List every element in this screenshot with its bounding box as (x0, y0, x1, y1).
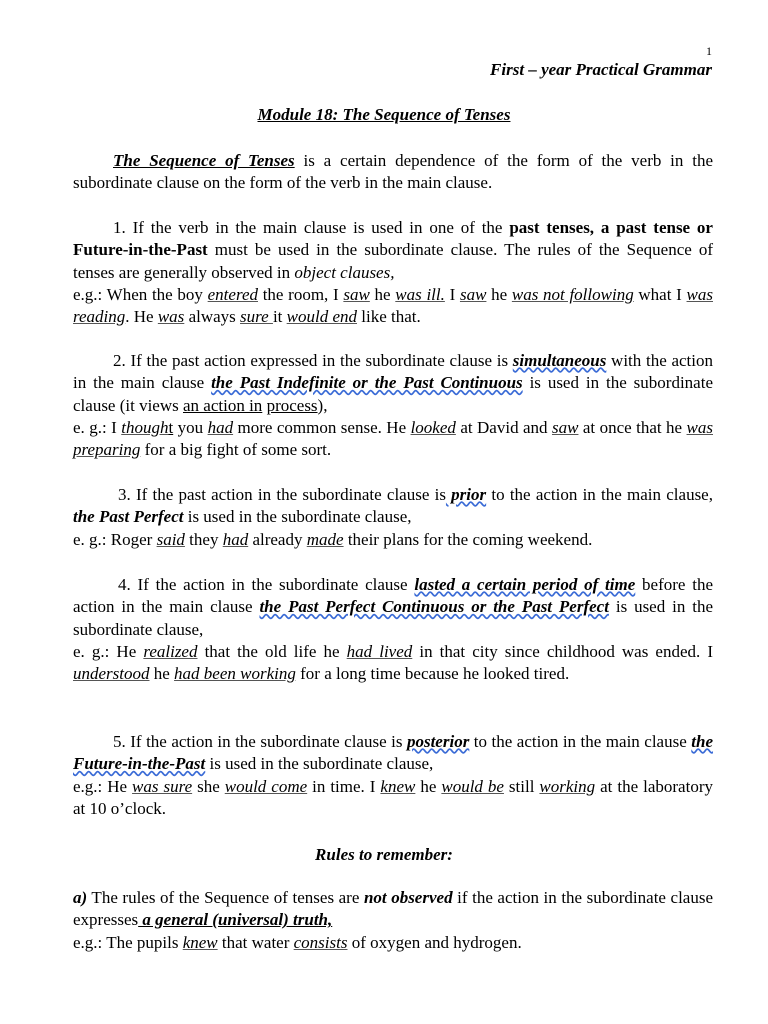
example-text: for a long time because he looked tired. (295, 664, 570, 684)
rule-5-text: 5. If the action in the subordinate clause is (113, 732, 407, 751)
example-text: in time. I (307, 776, 381, 796)
example-verb: looked (410, 417, 456, 437)
rule-1-text: must be used in the subordinate clause. The rules of the Sequence of tenses are generally observed in (73, 240, 713, 282)
example-text: you (173, 417, 208, 437)
rule-4-bold: the Past Perfect Continuous or the Past Perfect (259, 597, 609, 617)
example-text: what I (633, 284, 687, 304)
example-text: he (369, 284, 396, 304)
example-text: of oxygen and hydrogen. (347, 932, 522, 952)
running-header: First – year Practical Grammar (490, 60, 712, 79)
example-verb: had (207, 417, 234, 437)
example-label: e. g.: Roger (73, 529, 157, 549)
example-text: for a big fight of some sort. (140, 440, 332, 460)
rule-3-text: 3. If the past action in the subordinate clause is (118, 485, 446, 504)
example-verb: was sure (132, 776, 193, 796)
example-text: at the laboratory at 10 o’clock. (73, 776, 713, 818)
example-verb: would come (224, 776, 308, 796)
rule-3-bold: prior (445, 485, 487, 504)
example-verb: had lived (346, 641, 413, 661)
example-verb: knew (380, 776, 416, 796)
example-verb: knew (182, 932, 218, 952)
example-verb: saw (459, 284, 487, 304)
rule-2-text: is used in the subordinate clause (it views (73, 373, 713, 415)
intro-text: is a certain dependence of the form of the verb in the subordinate clause on the form of the verb in the main clause. (73, 151, 713, 193)
example-text: he (486, 284, 512, 304)
example-verb: was preparing (73, 417, 713, 460)
example-text: at once that he (578, 417, 687, 437)
example-verb: saw (343, 284, 370, 304)
rule-a-label: a) (73, 888, 88, 907)
rule-a-text: The rules of the Sequence of tenses are (87, 888, 364, 907)
example-verb: realized (143, 641, 198, 661)
example-text: . He (125, 307, 158, 327)
example-verb: was ill. (395, 284, 445, 304)
rule-a-bold: not observed (363, 888, 453, 907)
rule-1-text: 1. If the verb in the main clause is used in one of the (113, 218, 510, 237)
example-label: e. g.: I (73, 417, 122, 437)
example-text: that the old life he (197, 641, 347, 661)
example-text: he (415, 776, 442, 796)
example-label: e. g.: He (73, 641, 144, 661)
example-text: he (149, 664, 175, 684)
example-verb: sure (240, 307, 273, 327)
rule-5-paragraph (73, 731, 713, 820)
rule-a-paragraph (73, 887, 713, 954)
rule-5-text: is used in the subordinate clause, (205, 754, 434, 774)
example-text: they (184, 529, 223, 549)
example-verb: would end (286, 307, 357, 327)
rule-2-bold: the Past Indefinite or the Past Continuous (211, 373, 523, 393)
module-title: Module 18: The Sequence of Tenses (257, 105, 511, 124)
example-verb: working (539, 776, 596, 796)
rule-5-bold: posterior (406, 732, 470, 751)
example-text: still (503, 776, 540, 796)
page-number: 1 (706, 44, 712, 58)
rule-1-paragraph (73, 217, 713, 328)
example-verb: entered (207, 284, 258, 304)
example-text: she (192, 776, 225, 796)
example-verb: saw (551, 417, 579, 437)
example-verb: t (168, 417, 174, 437)
example-text: more common sense. He (233, 417, 411, 437)
rule-5-text: to the action in the main clause (469, 732, 692, 751)
rule-a-text: if the action in the subordinate clause expresses (73, 888, 713, 930)
example-verb: though (121, 417, 169, 437)
rule-3-text: is used in the subordinate clause, (183, 507, 412, 527)
rule-4-paragraph (73, 574, 713, 685)
rule-2-underlined: process (266, 395, 318, 415)
rule-1-bold: past tenses, a past tense or Future-in-the-Past (73, 218, 713, 260)
rule-1-italic: object clauses, (294, 262, 395, 282)
rule-5-bold: the Future-in-the-Past (73, 732, 713, 774)
example-verb: had been working (174, 664, 296, 684)
example-verb: made (306, 529, 344, 549)
example-text: at David and (455, 417, 552, 437)
example-verb: consists (293, 932, 348, 952)
example-verb: was (157, 307, 185, 327)
rule-4-text: is used in the subordinate clause, (73, 597, 713, 639)
intro-term: The Sequence of Tenses (113, 151, 295, 170)
example-label: e.g.: When the boy (73, 284, 208, 304)
example-verb: said (156, 529, 185, 549)
rule-2-text: 2. If the past action expressed in the subordinate clause is (113, 351, 513, 370)
rule-4-text: before the action in the main clause (73, 575, 714, 617)
example-text: their plans for the coming weekend. (343, 529, 593, 549)
rule-2-bold: simultaneous (512, 351, 607, 370)
rule-3-bold: the Past Perfect (73, 507, 184, 527)
rule-4-bold: lasted a certain period of time (414, 575, 636, 594)
example-label: e.g.: He (73, 776, 133, 796)
rule-2-text: with the action in the main clause (73, 351, 713, 393)
example-text: already (248, 529, 307, 549)
example-text: that water (217, 932, 294, 952)
example-verb: was not following (511, 284, 634, 304)
rule-4-text: 4. If the action in the subordinate clause (118, 575, 415, 594)
example-text: like that. (357, 307, 421, 327)
example-verb: had (222, 529, 249, 549)
example-text: always (184, 307, 241, 327)
rule-2-paragraph (73, 350, 713, 461)
intro-paragraph (73, 150, 713, 195)
example-text: the room, I (258, 284, 344, 304)
rule-3-paragraph (73, 484, 713, 551)
rule-a-bold: a general (universal) truth, (138, 910, 333, 930)
rule-3-text: to the action in the main clause, (486, 485, 713, 504)
example-verb: understood (73, 664, 150, 684)
example-verb: would be (441, 776, 504, 796)
rule-2-underlined: an action in (183, 395, 263, 415)
example-text: I (444, 284, 460, 304)
rules-to-remember-heading: Rules to remember: (315, 845, 453, 864)
example-verb: was reading (73, 284, 713, 327)
example-text: in that city since childhood was ended. I (412, 641, 713, 661)
example-label: e.g.: The pupils (73, 932, 183, 952)
rule-2-text: ), (317, 395, 328, 415)
example-text: it (272, 307, 287, 327)
